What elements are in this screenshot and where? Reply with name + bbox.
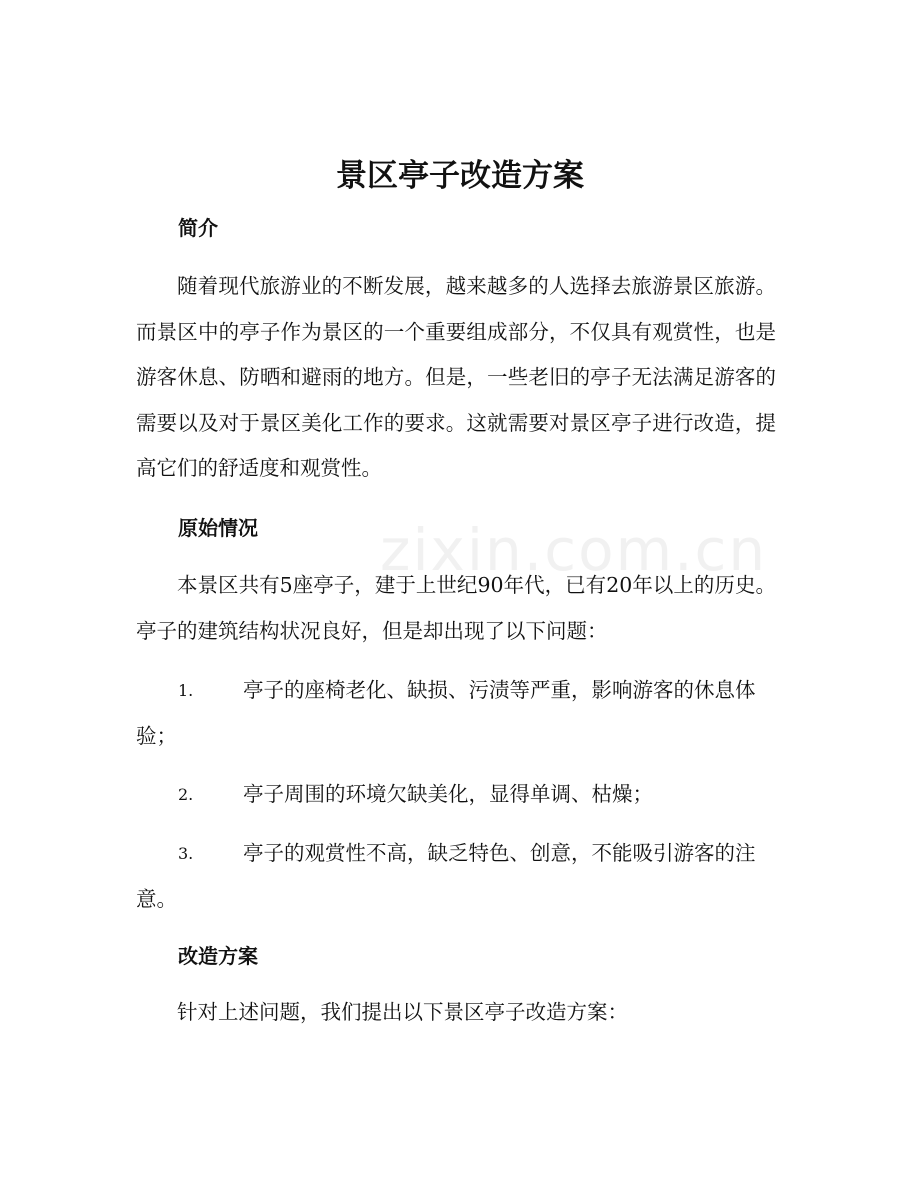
list-item-number: 2. [178,785,194,804]
list-item-number: 3. [178,844,194,863]
page-title: 景区亭子改造方案 [336,158,584,194]
list-item-text: 亭子的观赏性不高，缺乏特色、创意，不能吸引游客的注意。 [136,841,756,911]
section-heading-situation: 原始情况 [178,516,258,540]
list-item-text: 亭子的座椅老化、缺损、污渍等严重，影响游客的休息体验； [136,678,756,748]
list-item-number: 1. [178,681,194,700]
intro-paragraph: 随着现代旅游业的不断发展，越来越多的人选择去旅游景区旅游。而景区中的亭子作为景区的一个重要组成部分，不仅具有观赏性，也是游客休息、防晒和避雨的地方。但是，一些老旧的亭子无法满足游客的需要以及对于景区美化工作的要求。这就需要对景区亭子进行改造，提高它们的舒适度和观赏性。 [136,274,776,480]
list-item [136,668,776,759]
list-item [136,772,776,818]
watermark-text: zixin.com.cn [380,516,768,584]
plan-paragraph: 针对上述问题，我们提出以下景区亭子改造方案： [177,1000,628,1024]
situation-paragraph: 本景区共有5座亭子，建于上世纪90年代，已有20年以上的历史。亭子的建筑结构状况良好，但是却出现了以下问题： [136,573,776,643]
section-heading-intro: 简介 [178,216,218,240]
list-item [136,831,776,922]
list-item-text: 亭子周围的环境欠缺美化，显得单调、枯燥； [243,782,653,806]
section-heading-plan: 改造方案 [178,944,258,968]
